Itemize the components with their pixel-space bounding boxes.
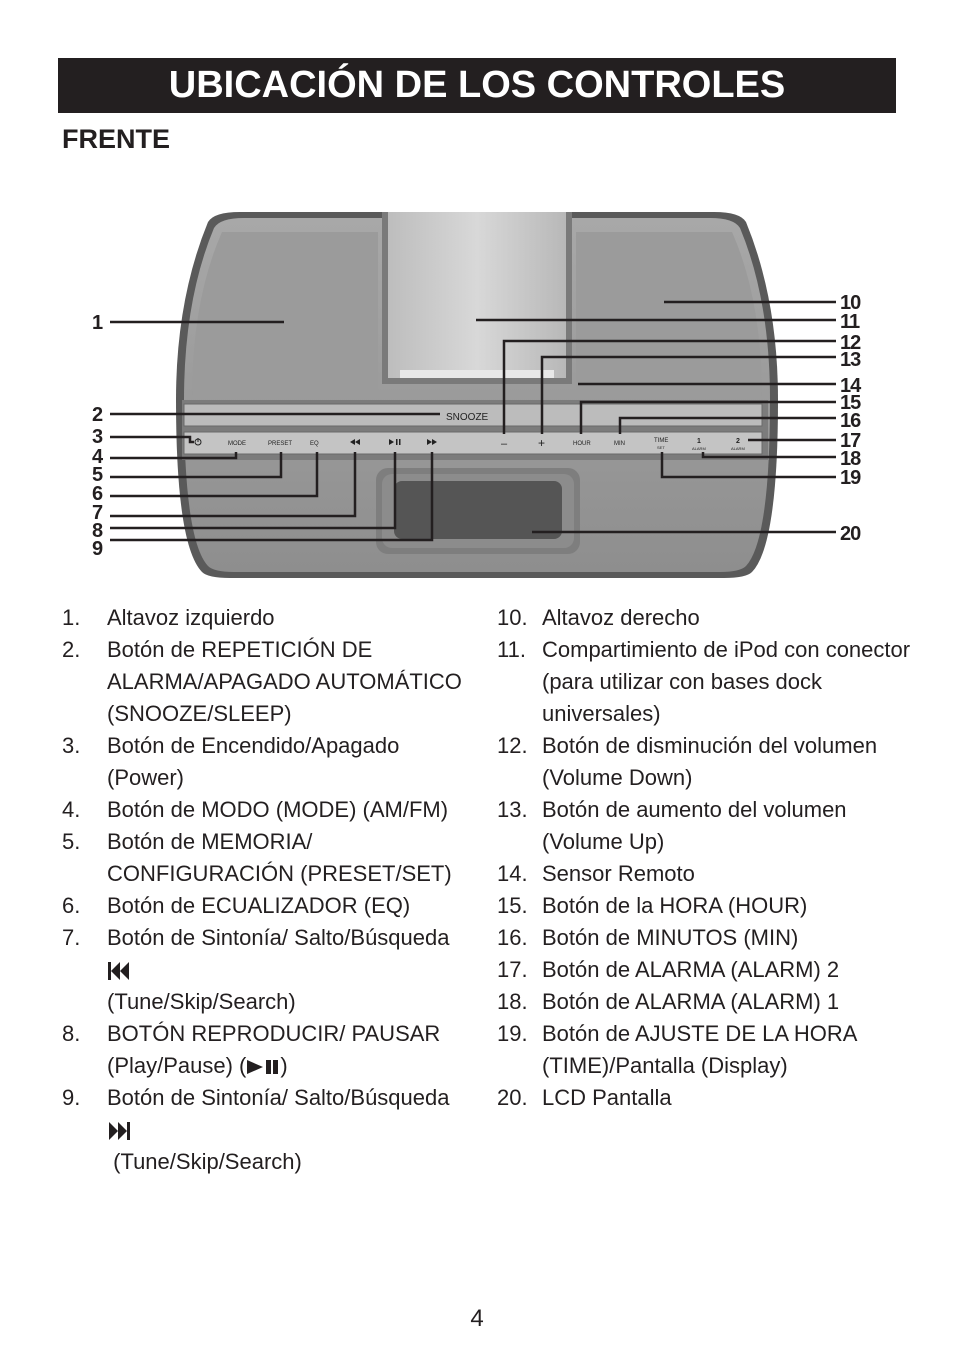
- item-text: [107, 922, 462, 1018]
- callout-20: 20: [840, 523, 861, 545]
- item-text-main: Botón de Sintonía/ Salto/Búsqueda: [107, 1085, 450, 1110]
- list-item: [497, 794, 917, 858]
- hour-button[interactable]: HOUR: [573, 441, 591, 447]
- list-item: [62, 1082, 462, 1178]
- alarm1-button[interactable]: 1: [697, 438, 701, 445]
- min-button[interactable]: MIN: [614, 441, 625, 447]
- item-text: Botón de ECUALIZADOR (EQ): [107, 893, 411, 918]
- list-item: [497, 1018, 917, 1082]
- item-text: Botón de la HORA (HOUR): [542, 893, 808, 918]
- item-text: Botón de ALARMA (ALARM) 1: [542, 989, 840, 1014]
- item-text: LCD Pantalla: [542, 1085, 672, 1110]
- item-number: 4.: [62, 797, 81, 822]
- item-text-close: ): [280, 1053, 288, 1078]
- item-text-tail: (Tune/Skip/Search): [107, 989, 296, 1014]
- item-number: 1.: [62, 605, 81, 630]
- item-text: Botón de ALARMA (ALARM) 2: [542, 957, 840, 982]
- item-text: Altavoz izquierdo: [107, 605, 275, 630]
- item-text: Compartimiento de iPod con conector (para utilizar con bases dock universales): [542, 637, 911, 726]
- item-text: Botón de disminución del volumen (Volume Down): [542, 733, 878, 790]
- eq-button[interactable]: EQ: [310, 441, 319, 447]
- callout-13: 13: [840, 349, 861, 371]
- item-number: 17.: [497, 957, 528, 982]
- list-item: [497, 602, 917, 634]
- play-pause-icon: [246, 1058, 280, 1076]
- callout-6: 6: [92, 483, 103, 505]
- callout-2: 2: [92, 404, 103, 426]
- item-number: 19.: [497, 1021, 528, 1046]
- item-text: Botón de aumento del volumen (Volume Up): [542, 797, 847, 854]
- callout-15: 15: [840, 392, 861, 414]
- list-item: [497, 954, 917, 986]
- item-number: 20.: [497, 1085, 528, 1110]
- item-text: Botón de REPETICIÓN DE ALARMA/APAGADO AUTOMÁTICO (SNOOZE/SLEEP): [107, 637, 462, 726]
- list-item: [62, 890, 462, 922]
- list-item: [62, 922, 462, 1018]
- list-item: [497, 634, 917, 730]
- volume-down-button[interactable]: –: [501, 438, 508, 450]
- item-number: 15.: [497, 893, 528, 918]
- list-item: [497, 890, 917, 922]
- skip-forward-icon: [107, 1121, 131, 1141]
- time-button-sub: SET: [657, 445, 665, 450]
- list-item: [62, 602, 462, 634]
- device-front-diagram: [0, 0, 954, 600]
- callout-9: 9: [92, 538, 103, 560]
- item-number: 2.: [62, 637, 81, 662]
- callout-19: 19: [840, 467, 861, 489]
- list-item: [497, 922, 917, 954]
- callout-8: 8: [92, 520, 103, 542]
- volume-up-button[interactable]: +: [538, 436, 546, 450]
- controls-list-left: [62, 602, 462, 1178]
- callout-12: 12: [840, 332, 861, 354]
- item-text: [107, 1018, 462, 1082]
- item-number: 9.: [62, 1085, 81, 1110]
- list-item: [497, 1082, 917, 1114]
- item-text-main: BOTÓN REPRODUCIR/ PAUSAR (Play/Pause) (: [107, 1021, 441, 1078]
- controls-list-right: [497, 602, 917, 1114]
- list-item: [62, 794, 462, 826]
- item-number: 3.: [62, 733, 81, 758]
- item-number: 10.: [497, 605, 528, 630]
- time-button[interactable]: TIME: [654, 438, 669, 444]
- item-number: 13.: [497, 797, 528, 822]
- list-item: [497, 730, 917, 794]
- item-text: Sensor Remoto: [542, 861, 695, 886]
- item-number: 16.: [497, 925, 528, 950]
- item-number: 12.: [497, 733, 528, 758]
- page-title: UBICACIÓN DE LOS CONTROLES: [58, 58, 896, 113]
- alarm2-button[interactable]: 2: [736, 438, 740, 445]
- item-text: Botón de MINUTOS (MIN): [542, 925, 799, 950]
- callout-17: 17: [840, 430, 861, 452]
- callout-11: 11: [840, 311, 860, 333]
- callout-18: 18: [840, 448, 861, 470]
- list-item: [62, 1018, 462, 1082]
- item-text: Botón de AJUSTE DE LA HORA (TIME)/Pantalla (Display): [542, 1021, 857, 1078]
- preset-button[interactable]: PRESET: [268, 441, 293, 447]
- list-item: [62, 730, 462, 794]
- item-number: 5.: [62, 829, 81, 854]
- item-text: Botón de Encendido/Apagado (Power): [107, 733, 400, 790]
- item-number: 8.: [62, 1021, 81, 1046]
- mode-button[interactable]: MODE: [228, 441, 246, 447]
- item-number: 11.: [497, 637, 526, 662]
- item-text: Botón de MEMORIA/ CONFIGURACIÓN (PRESET/SET): [107, 829, 452, 886]
- skip-back-icon: [107, 961, 131, 981]
- list-item: [497, 858, 917, 890]
- section-title: FRENTE: [62, 124, 170, 154]
- snooze-label: SNOOZE: [446, 412, 489, 423]
- list-item: [62, 826, 462, 890]
- left-speaker: [192, 232, 378, 398]
- list-item: [497, 986, 917, 1018]
- item-text-main: Botón de Sintonía/ Salto/Búsqueda: [107, 925, 450, 950]
- item-number: 7.: [62, 925, 81, 950]
- item-text: [107, 1082, 462, 1178]
- callout-10: 10: [840, 292, 861, 314]
- item-text-tail: (Tune/Skip/Search): [113, 1149, 302, 1174]
- callout-3: 3: [92, 426, 103, 448]
- callout-1: 1: [92, 312, 103, 334]
- callout-16: 16: [840, 410, 861, 432]
- callout-5: 5: [92, 464, 103, 486]
- right-speaker: [576, 232, 762, 398]
- item-number: 14.: [497, 861, 528, 886]
- alarm1-button-sub: ALARM: [692, 446, 706, 451]
- item-number: 18.: [497, 989, 528, 1014]
- item-number: 6.: [62, 893, 81, 918]
- list-item: [62, 634, 462, 730]
- callout-7: 7: [92, 502, 103, 524]
- callout-4: 4: [92, 446, 103, 468]
- item-text: Botón de MODO (MODE) (AM/FM): [107, 797, 449, 822]
- callout-14: 14: [840, 375, 861, 397]
- page-number: 4: [470, 1305, 484, 1332]
- alarm2-button-sub: ALARM: [731, 446, 745, 451]
- item-text: Altavoz derecho: [542, 605, 700, 630]
